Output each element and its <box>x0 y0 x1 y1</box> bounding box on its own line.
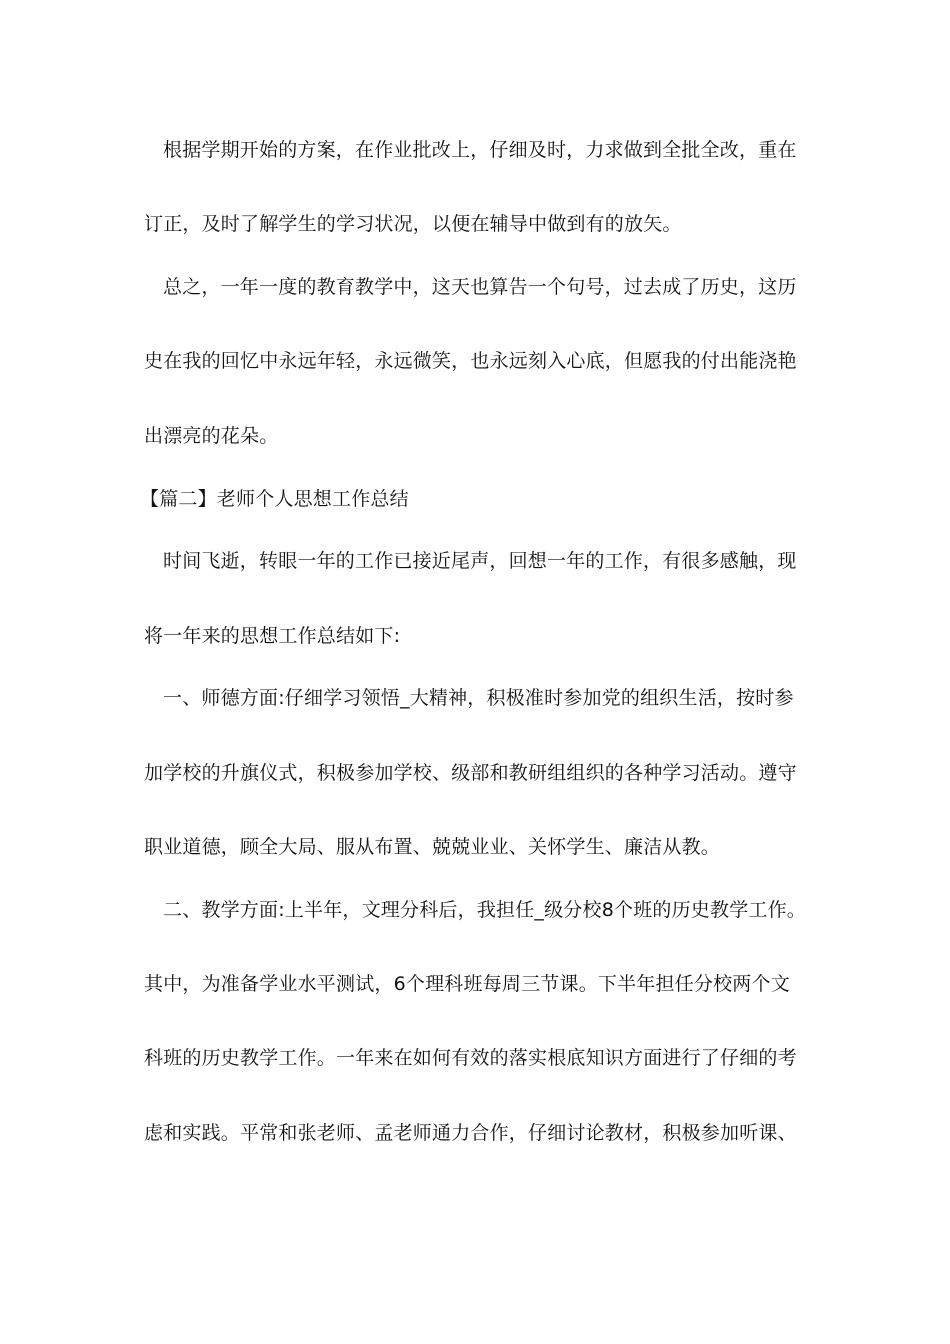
paragraph-line: 根据学期开始的方案，在作业批改上，仔细及时，力求做到全批全改，重在 <box>163 139 797 161</box>
paragraph-line: 加学校的升旗仪式，积极参加学校、级部和教研组组织的各种学习活动。遵守 <box>144 762 797 784</box>
paragraph-line: 职业道德，顾全大局、服从布置、兢兢业业、关怀学生、廉洁从教。 <box>144 836 721 858</box>
paragraph-line: 出漂亮的花朵。 <box>144 425 279 447</box>
paragraph-line: 总之，一年一度的教育教学中，这天也算告一个句号，过去成了历史，这历 <box>163 276 797 298</box>
paragraph-line: 科班的历史教学工作。一年来在如何有效的落实根底知识方面进行了仔细的考 <box>144 1047 797 1069</box>
paragraph-line: 其中，为准备学业水平测试，6个理科班每周三节课。下半年担任分校两个文 <box>144 973 790 995</box>
paragraph-line: 虑和实践。平常和张老师、孟老师通力合作，仔细讨论教材，积极参加听课、 <box>144 1122 797 1144</box>
paragraph-line: 二、教学方面:上半年，文理分科后，我担任_级分校8个班的历史教学工作。 <box>163 899 806 921</box>
paragraph-line: 时间飞逝，转眼一年的工作已接近尾声，回想一年的工作，有很多感触，现 <box>163 550 797 572</box>
paragraph-line: 一、师德方面:仔细学习领悟_大精神，积极准时参加党的组织生活，按时参 <box>163 687 794 709</box>
paragraph-line: 将一年来的思想工作总结如下: <box>144 625 401 647</box>
paragraph-line: 订正，及时了解学生的学习状况，以便在辅导中做到有的放矢。 <box>144 213 682 235</box>
paragraph-line: 史在我的回忆中永远年轻，永远微笑，也永远刻入心底，但愿我的付出能浇艳 <box>144 350 797 372</box>
section-heading: 【篇二】老师个人思想工作总结 <box>140 488 409 510</box>
